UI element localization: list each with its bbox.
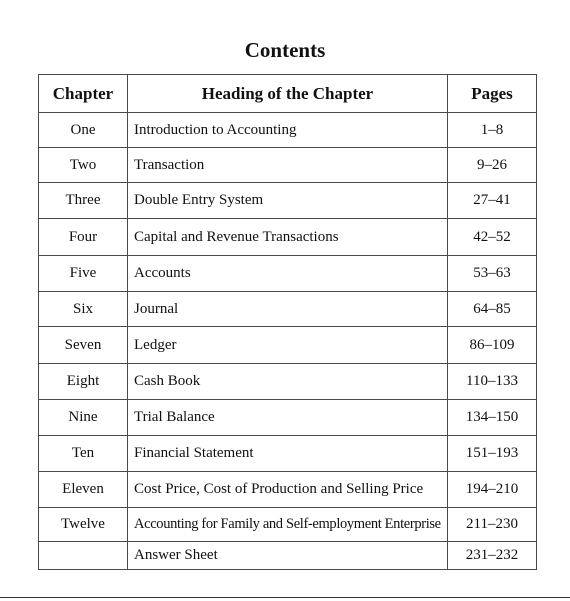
- heading-cell: Financial Statement: [128, 436, 448, 472]
- chapter-cell: Ten: [39, 436, 128, 472]
- pages-cell: 231–232: [448, 542, 537, 570]
- pages-cell: 110–133: [448, 364, 537, 400]
- heading-cell: Answer Sheet: [128, 542, 448, 570]
- chapter-cell: One: [39, 113, 128, 148]
- table-row: [39, 183, 537, 219]
- heading-cell: Cost Price, Cost of Production and Selling Price: [128, 472, 448, 508]
- pages-cell: 86–109: [448, 327, 537, 364]
- table-row: [39, 508, 537, 542]
- chapter-cell: Three: [39, 183, 128, 219]
- pages-cell: 42–52: [448, 219, 537, 256]
- table-row: [39, 113, 537, 148]
- pages-cell: 9–26: [448, 148, 537, 183]
- table-row: [39, 148, 537, 183]
- heading-cell: Ledger: [128, 327, 448, 364]
- table-row: [39, 400, 537, 436]
- chapter-cell: Four: [39, 219, 128, 256]
- table-row: [39, 327, 537, 364]
- heading-cell: Transaction: [128, 148, 448, 183]
- column-header-chapter: Chapter: [39, 75, 128, 113]
- chapter-cell: Eleven: [39, 472, 128, 508]
- heading-cell: Double Entry System: [128, 183, 448, 219]
- table-row: [39, 219, 537, 256]
- heading-cell: Cash Book: [128, 364, 448, 400]
- table-row: [39, 472, 537, 508]
- header-row: [39, 75, 537, 113]
- chapter-cell: Seven: [39, 327, 128, 364]
- contents-table: [38, 74, 537, 570]
- pages-cell: 27–41: [448, 183, 537, 219]
- table-row: [39, 542, 537, 570]
- heading-cell: Accounts: [128, 256, 448, 292]
- heading-cell: Capital and Revenue Transactions: [128, 219, 448, 256]
- pages-cell: 194–210: [448, 472, 537, 508]
- heading-cell: Accounting for Family and Self-employment Enterprise: [128, 508, 448, 542]
- bottom-rule: [0, 597, 570, 598]
- table-row: [39, 436, 537, 472]
- chapter-cell: Nine: [39, 400, 128, 436]
- pages-cell: 134–150: [448, 400, 537, 436]
- chapter-cell: Eight: [39, 364, 128, 400]
- heading-cell: Trial Balance: [128, 400, 448, 436]
- chapter-cell: Six: [39, 292, 128, 327]
- column-header-heading: Heading of the Chapter: [128, 75, 448, 113]
- pages-cell: 151–193: [448, 436, 537, 472]
- page-title: Contents: [244, 38, 326, 62]
- chapter-cell: [39, 542, 128, 570]
- pages-cell: 53–63: [448, 256, 537, 292]
- chapter-cell: Twelve: [39, 508, 128, 542]
- chapter-cell: Two: [39, 148, 128, 183]
- heading-cell: Journal: [128, 292, 448, 327]
- table-row: [39, 292, 537, 327]
- heading-cell: Introduction to Accounting: [128, 113, 448, 148]
- table-row: [39, 364, 537, 400]
- table-row: [39, 256, 537, 292]
- pages-cell: 1–8: [448, 113, 537, 148]
- chapter-cell: Five: [39, 256, 128, 292]
- column-header-pages: Pages: [448, 75, 537, 113]
- pages-cell: 211–230: [448, 508, 537, 542]
- pages-cell: 64–85: [448, 292, 537, 327]
